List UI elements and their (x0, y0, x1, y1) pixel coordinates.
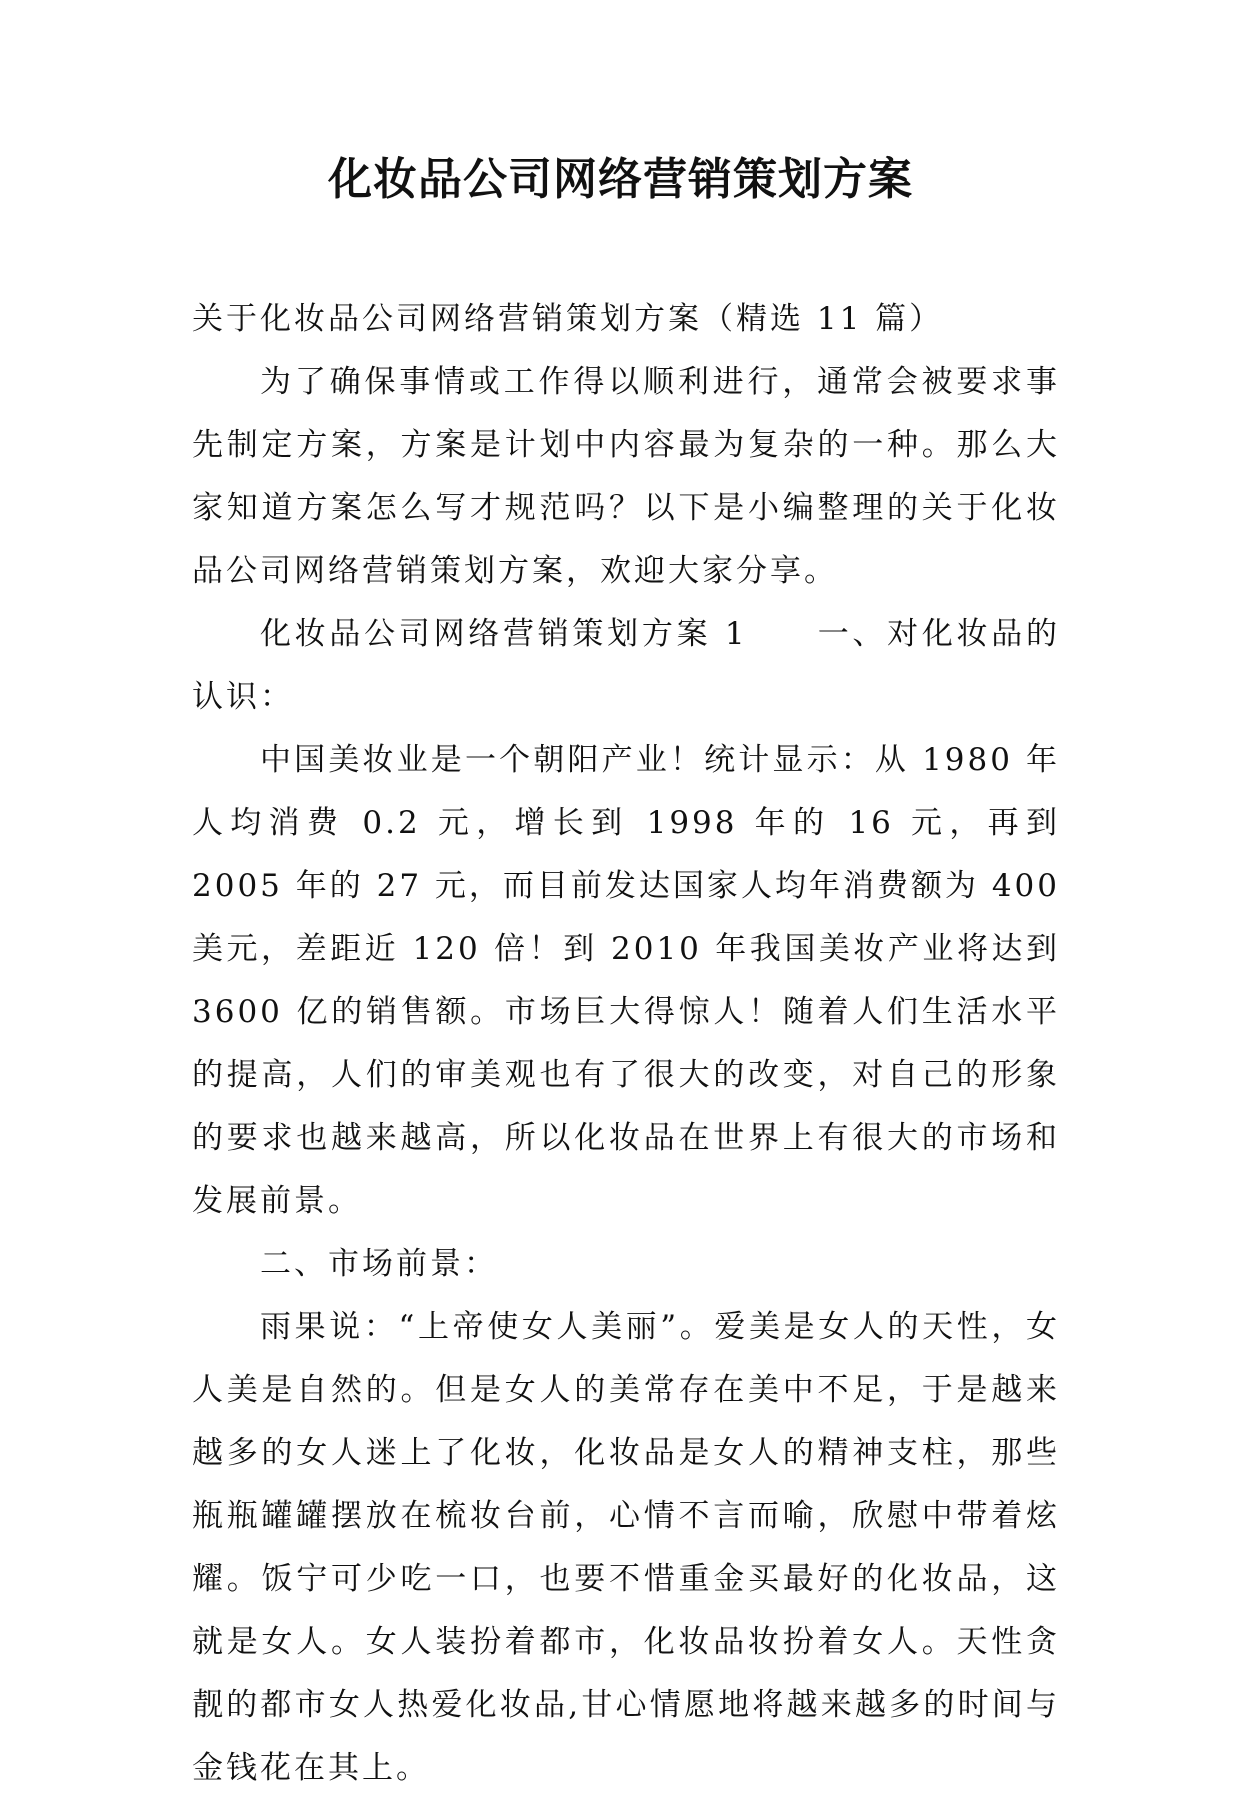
subtitle-paragraph: 关于化妆品公司网络营销策划方案（精选 11 篇） (192, 301, 944, 337)
market-paragraph: 雨果说：“上帝使女人美丽”。爱美是女人的天性，女人美是自然的。但是女人的美常存在美中不足，于是越来越多的女人迷上了化妆，化妆品是女人的精神支柱，那些瓶瓶罐罐摆放在梳妆台前，心情不言而喻，欣慰中带着炫耀。饭宁可少吃一口，也要不惜重金买最好的化妆品，这就是女人。女人装扮着都市，化妆品妆扮着女人。天性贪靓的都市女人热爱化妆品,甘心情愿地将越来越多的时间与金钱花在其上。 (192, 1309, 1060, 1786)
industry-paragraph: 中国美妆业是一个朝阳产业！统计显示：从 1980 年人均消费 0.2 元，增长到 1998 年的 16 元，再到 2005 年的 27 元，而目前发达国家人均年消费额为 400 美元，差距近 120 倍！到 2010 年我国美妆产业将达到 3600 亿的销售额。市场巨大得惊人！随着人们生活水平的提高，人们的审美观也有了很大的改变，对自己的形象的要求也越来越高，所以化妆品在世界上有很大的市场和发展前景。 (192, 742, 1060, 1219)
section-heading-paragraph: 化妆品公司网络营销策划方案 1 一、对化妆品的认识： (192, 616, 1060, 715)
document-body (192, 288, 1060, 1800)
intro-paragraph: 为了确保事情或工作得以顺利进行，通常会被要求事先制定方案，方案是计划中内容最为复杂的一种。那么大家知道方案怎么写才规范吗？以下是小编整理的关于化妆品公司网络营销策划方案，欢迎大家分享。 (192, 364, 1060, 589)
market-heading-paragraph: 二、市场前景： (260, 1246, 498, 1282)
document-title: 化妆品公司网络营销策划方案 (328, 154, 913, 205)
